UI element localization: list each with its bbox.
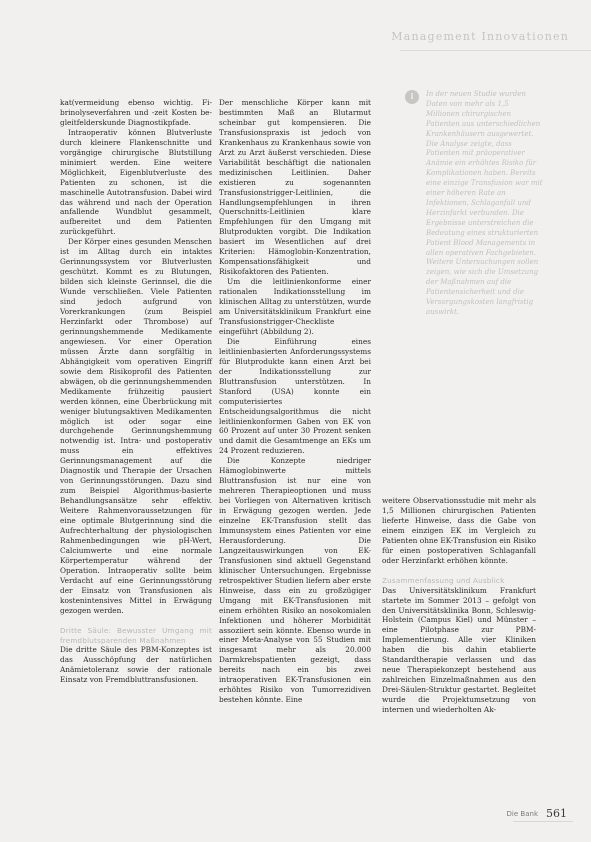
paragraph: Der Körper eines gesunden Menschen ist im Alltag durch ein intaktes Gerinnungssystem vor Blutverlusten geschützt. Kommt es zu Blutungen, bilden sich kleinste Gerinnsel, die die Wunde verschließen. Viele Patienten sind jedoch aufgrund von Vorerkrankungen (zum Beispiel Herzinfarkt oder Thrombose) auf gerinnungshemmende Medikamente angewiesen. Vor einer Operation müssen Ärzte dann sorgfältig in Abhängigkeit vom operativen Eingriff sowie dem Risikoprofil des Patienten abwägen, ob die gerinnungshemmenden Medikamente frühzeitig pausiert werden können, eine Überbrückung mit weniger blutungsaktiven Medikamenten möglich ist oder sogar eine durchgehende Gerinnungshemmung notwendig ist. Intra- und postoperativ muss ein effektives Gerinnungsmanagement auf die Diagnostik und Therapie der Ursachen von Gerinnungsstörungen. Dazu sind zum Beispiel Algorithmus-basierte Behandlungsansätze sehr effektiv. Weitere Rahmenvoraussetzungen für eine optimale Blutgerinnung sind die Aufrechterhaltung der physiologischen Rahmenbedingungen wie pH-Wert, Calciumwerte und eine normale Körpertemperatur während der Operation. Intraoperativ sollte beim Verdacht auf eine Gerinnungsstörung der Einsatz von Transfusionen als kostenintensives Mittel in Erwägung gezogen werden. <box>60 237 212 615</box>
info-sidebar <box>398 90 546 470</box>
sidebar-text: In der neuen Studie wurden Daten von mehr als 1,5 Millionen chirurgischen Patienten aus unterschiedlichen Krankenhäusern ausgewertet. Die Analyse zeigte, dass Patienten mit präoperativer Anämie ein erhöhtes Risiko für Komplikationen haben. Bereits eine einzige Transfusion war mit einer höheren Rate an Infektionen, Schlaganfall und Herzinfarkt verbunden. Die Ergebnisse unterstreichen die Bedeutung eines strukturierten Patient Blood Managements in allen operativen Fachgebieten. Weitere Untersuchungen sollen zeigen, wie sich die Umsetzung der Maßnahmen auf die Patientensicherheit und die Versorgungskosten langfristig auswirkt. <box>426 90 543 316</box>
section-subhead: Dritte Säule: Bewusster Umgang mit fremdblutsparenden Maßnahmen <box>60 625 212 645</box>
text-column-2 <box>219 98 371 705</box>
paragraph: Die Konzepte niedriger Hämoglobinwerte mittels Bluttransfusion ist nur eine von mehreren Therapieoptionen und muss bei Vorliegen von Alternativen kritisch in Erwägung gezogen werden. Jede einzelne EK-Transfusion stellt das Immunsystem eines Patienten vor eine Herausforderung. Die Langzeitauswirkungen von EK-Transfusionen sind aktuell Gegenstand klinischer Untersuchungen. Ergebnisse retrospektiver Studien liefern aber erste Hinweise, dass ein zu großzügiger Umgang mit EK-Transfusionen mit einem erhöhten Risiko an nosokomialen Infektionen und höherer Morbidität assoziiert sein könnte. Ebenso wurde in einer Meta-Analyse von 55 Studien mit insgesamt mehr als 20.000 Darmkrebspatienten gezeigt, dass bereits nach ein bis zwei intraoperativen EK-Transfusionen ein erhöhtes Risiko von Tumorrezidiven bestehen könnte. Eine <box>219 456 371 705</box>
paragraph: Intraoperativ können Blutverluste durch kleinere Flankenschnitte und vorgängige chirurgische Blutstillung minimiert werden. Eine weitere Möglichkeit, Eigenblutverluste des Patienten zu schonen, ist die maschinelle Autotransfusion. Dabei wird das während und nach der Operation anfallende Wundblut gesammelt, aufbereitet und dem Patienten zurückgeführt. <box>60 127 212 237</box>
page-number: 561 <box>546 807 567 820</box>
paragraph: Die Einführung eines leitlinienbasierten Anforderungssystems für Blutprodukte kann einen Arzt bei der Indikationsstellung zur Bluttransfusion unterstützen. In Stanford (USA) konnte ein computerisiertes Entscheidungsalgorithmus die nicht leitlinienkonformen Gaben von EK von 60 Prozent auf unter 30 Prozent senken und damit die Gesamtmenge an EKs um 24 Prozent reduzieren. <box>219 336 371 456</box>
paragraph: Die dritte Säule des PBM-Konzeptes ist das Ausschöpfung der natürlichen Anämietoleranz sowie der rationale Einsatz von Fremdbluttransfusionen. <box>60 645 212 685</box>
section-title: Management Innovationen <box>391 30 569 43</box>
paragraph: Der menschliche Körper kann mit bestimmten Maß an Blutarmut scheinbar gut kompensieren. Die Transfusionspraxis ist jedoch von Krankenhaus zu Krankenhaus sowie von Arzt zu Arzt äußerst verschieden. Diese Variabilität beschäftigt die nationalen medizinischen Leitlinien. Daher existieren zu sogenannten Transfusionstrigger-Leitlinien, die Handlungsempfehlungen in ihren Querschnitts-Leitlinien klare Empfehlungen für den Umgang mit Blutprodukten vorgibt. Die Indikation basiert im Wesentlichen auf drei Kriterien: Hämoglobin-Konzentration, Kompensationsfähigkeit und Risikofaktoren des Patienten. <box>219 98 371 277</box>
text-column-1 <box>60 98 212 685</box>
publication-name: Die Bank <box>506 810 538 818</box>
paragraph: Das Universitätsklinikum Frankfurt startete im Sommer 2013 – gefolgt von den Universitätsklinika Bonn, Schleswig-Holstein (Campus Kiel) und Münster – eine Pilotphase zur PBM-Implementierung. Alle vier Kliniken haben die bis dahin etablierte Standardtherapie verlassen und das neue Therapiekonzept bestehend aus zahlreichen Einzelmaßnahmen aus den Drei-Säulen-Struktur gestartet. Begleitet wurde die Projektumsetzung von internen und wiederholten Ak- <box>382 585 536 715</box>
footer-rule <box>513 821 573 822</box>
paragraph: Um die leitlinienkonforme einer rationalen Indikationsstellung im klinischen Alltag zu unterstützen, wurde am Universitätsklinikum Frankfurt eine Transfusionstrigger-Checkliste eingeführt (Abbildung 2). <box>219 277 371 336</box>
paragraph: kat(vermeidung ebenso wichtig. Fi-brinolyseverfahren und -zeit Kosten be-gleitfelderskunde Diagnostikpfade. <box>60 98 212 127</box>
paragraph: weitere Observationsstudie mit mehr als 1,5 Millionen chirurgischen Patienten lieferte Hinweise, dass die Gabe von einem einzigen EK im Vergleich zu Patienten ohne EK-Transfusion ein Risiko für einen postoperativen Schlaganfall oder Herzinfarkt erhöhen könnte. <box>382 496 536 565</box>
section-subhead: Zusammenfassung und Ausblick <box>382 575 505 585</box>
info-icon: i <box>405 90 419 104</box>
header-rule <box>400 50 591 51</box>
text-column-3 <box>382 496 536 715</box>
